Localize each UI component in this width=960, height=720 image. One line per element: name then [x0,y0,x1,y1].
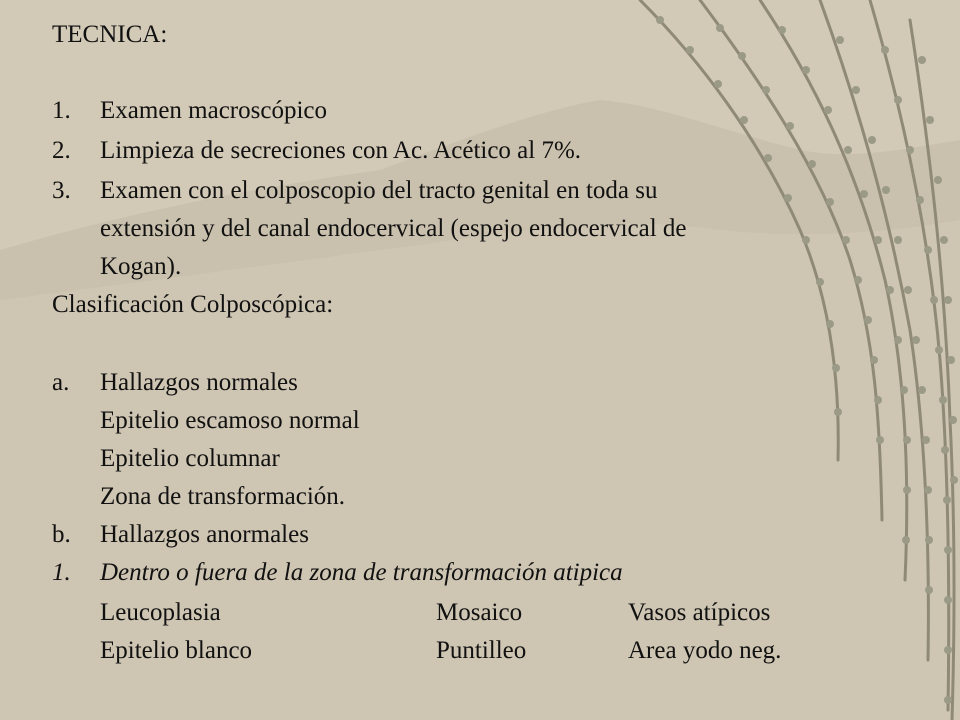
table-cell: Area yodo neg. [628,637,782,664]
step-number: 3. [52,177,71,204]
table-cell: Leucoplasia [100,599,221,626]
table-cell: Mosaico [436,599,523,626]
normal-item: Zona de transformación. [100,483,346,510]
step-text-line: Kogan). [100,253,182,280]
abnormal-findings-title: Hallazgos anormales [100,521,309,548]
sub-item-number: 1. [52,559,71,586]
table-cell: Epitelio blanco [100,637,253,664]
step-text-line: extensión y del canal endocervical (espejo endocervical de [100,215,687,242]
classification-title: Clasificación Colposcópica: [52,291,334,318]
list-marker: b. [52,521,71,548]
list-marker: a. [52,369,70,396]
normal-item: Epitelio columnar [100,445,280,472]
step-number: 1. [52,97,71,124]
table-cell: Puntilleo [436,637,527,664]
heading: TECNICA: [52,21,168,48]
sub-item-text: Dentro o fuera de la zona de transformación atipica [100,559,623,586]
step-text: Examen macroscópico [100,97,327,124]
step-text-line: Examen con el colposcopio del tracto genital en toda su [100,177,658,204]
normal-findings-title: Hallazgos normales [100,369,298,396]
table-cell: Vasos atípicos [628,599,771,626]
step-number: 2. [52,137,71,164]
step-text: Limpieza de secreciones con Ac. Acético al 7%. [100,137,582,164]
normal-item: Epitelio escamoso normal [100,407,360,434]
